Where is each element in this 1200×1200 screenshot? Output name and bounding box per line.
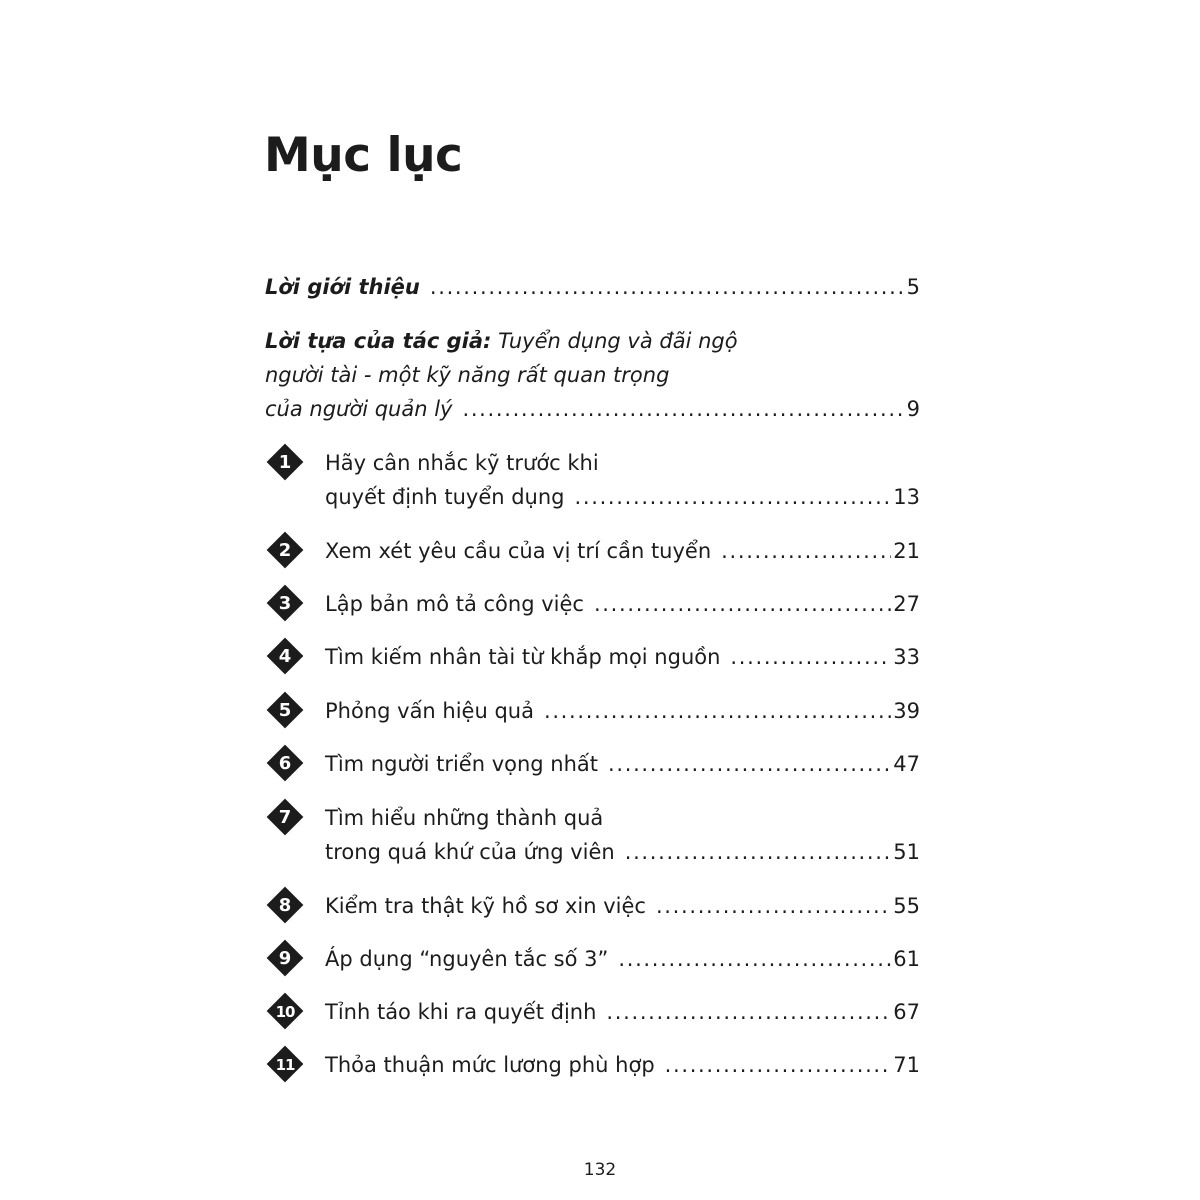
- toc-entry-label: người tài - một kỹ năng rất quan trọng: [265, 363, 670, 387]
- toc-entry-line: [265, 942, 920, 976]
- toc-chapter-9[interactable]: [265, 942, 920, 976]
- chapter-number: 11: [275, 1056, 295, 1074]
- toc-entry-label: của người quản lý: [265, 397, 453, 421]
- toc-page-number: 27: [893, 592, 920, 616]
- chapter-number-badge: [265, 446, 307, 480]
- toc-entry-line: [265, 358, 920, 392]
- chapter-number-badge: [265, 942, 307, 976]
- chapter-number-badge: [265, 889, 307, 923]
- chapter-number: 8: [278, 895, 292, 916]
- toc-entry-line: [265, 480, 920, 514]
- toc-chapter-7[interactable]: [265, 801, 920, 869]
- page-title: Mục lục: [264, 128, 463, 183]
- chapter-number: 1: [278, 452, 292, 473]
- dot-leader: [462, 392, 904, 426]
- toc-entry-label-bold: Lời tựa của tác giả:: [265, 329, 492, 353]
- toc-entry-label: Tìm người triển vọng nhất: [325, 752, 599, 776]
- toc-chapter-1[interactable]: [265, 446, 920, 514]
- toc-entry-line: [265, 889, 920, 923]
- dot-leader: [656, 889, 891, 923]
- dot-leader: [606, 995, 891, 1029]
- toc-entry-line: [265, 1048, 920, 1082]
- chapter-number: 4: [278, 646, 292, 667]
- dot-leader: [608, 747, 891, 781]
- dot-leader: [618, 942, 891, 976]
- toc-entry-label: Phỏng vấn hiệu quả: [325, 699, 534, 723]
- toc-page-number: 33: [893, 645, 920, 669]
- toc-entry-label: Xem xét yêu cầu của vị trí cần tuyển: [325, 539, 712, 563]
- toc-entry-label: Tìm hiểu những thành quả: [325, 806, 604, 830]
- toc-page-number: 71: [893, 1053, 920, 1077]
- dot-leader: [544, 694, 891, 728]
- chapter-number: 7: [278, 807, 292, 828]
- toc-entry-line: [265, 835, 920, 869]
- toc-entry-line: [265, 694, 920, 728]
- table-of-contents: [265, 0, 920, 1200]
- toc-entry-label: Kiểm tra thật kỹ hồ sơ xin việc: [325, 894, 646, 918]
- toc-page-number: 5: [906, 275, 920, 299]
- toc-chapter-2[interactable]: [265, 534, 920, 568]
- toc-entry-line: [265, 446, 920, 480]
- chapter-number: 6: [278, 753, 292, 774]
- toc-page-number: 51: [893, 840, 920, 864]
- chapter-number-badge: [265, 694, 307, 728]
- toc-page-number: 67: [893, 1000, 920, 1024]
- chapter-number-badge: [265, 534, 307, 568]
- toc-entry-author-preface[interactable]: [265, 324, 920, 426]
- chapter-number-badge: [265, 747, 307, 781]
- toc-entry-line: [265, 587, 920, 621]
- toc-chapter-4[interactable]: [265, 640, 920, 674]
- toc-entry-label: Thỏa thuận mức lương phù hợp: [325, 1053, 655, 1077]
- toc-entry-label: trong quá khứ của ứng viên: [325, 840, 615, 864]
- dot-leader: [730, 640, 891, 674]
- toc-chapter-11[interactable]: [265, 1048, 920, 1082]
- dot-leader: [721, 534, 891, 568]
- toc-page-number: 21: [893, 539, 920, 563]
- toc-page-number: 39: [893, 699, 920, 723]
- toc-entry-label-bold: Lời giới thiệu: [265, 275, 420, 299]
- toc-entry-line: [265, 801, 920, 835]
- toc-entry-label: Tỉnh táo khi ra quyết định: [325, 1000, 597, 1024]
- toc-entry-label: Tuyển dụng và đãi ngộ: [491, 329, 738, 353]
- dot-leader: [625, 835, 892, 869]
- toc-entry-label: Tìm kiếm nhân tài từ khắp mọi nguồn: [325, 645, 721, 669]
- dot-leader: [575, 480, 892, 514]
- chapter-number: 2: [278, 540, 292, 561]
- toc-entry-introduction[interactable]: [265, 270, 920, 304]
- chapter-number: 9: [278, 948, 292, 969]
- toc-entry-line: [265, 995, 920, 1029]
- toc-page-number: 61: [893, 947, 920, 971]
- toc-entry-line: [265, 534, 920, 568]
- toc-page-number: 47: [893, 752, 920, 776]
- toc-chapter-10[interactable]: [265, 995, 920, 1029]
- toc-page-number: 13: [893, 485, 920, 509]
- chapter-number-badge: [265, 587, 307, 621]
- chapter-number-badge: [265, 640, 307, 674]
- toc-entry-label: Áp dụng “nguyên tắc số 3”: [325, 947, 609, 971]
- toc-entry-label: Lập bản mô tả công việc: [325, 592, 584, 616]
- chapter-number: 3: [278, 593, 292, 614]
- page-number-footer: 132: [583, 1160, 617, 1180]
- chapter-number: 10: [275, 1003, 295, 1021]
- toc-entry-line: [265, 392, 920, 426]
- toc-chapter-6[interactable]: [265, 747, 920, 781]
- toc-page-number: 9: [906, 397, 920, 421]
- toc-entry-line: [265, 747, 920, 781]
- dot-leader: [594, 587, 891, 621]
- toc-entry-line: [265, 324, 920, 358]
- toc-entry-label: Hãy cân nhắc kỹ trước khi: [325, 451, 599, 475]
- dot-leader: [665, 1048, 892, 1082]
- toc-entry-line: [265, 640, 920, 674]
- chapter-number: 5: [278, 700, 292, 721]
- toc-chapter-5[interactable]: [265, 694, 920, 728]
- chapter-number-badge: [265, 995, 307, 1029]
- toc-chapter-3[interactable]: [265, 587, 920, 621]
- toc-entry-label: quyết định tuyển dụng: [325, 485, 565, 509]
- chapter-number-badge: [265, 1048, 307, 1082]
- dot-leader: [430, 270, 905, 304]
- toc-entry-line: [265, 270, 920, 304]
- toc-page-number: 55: [893, 894, 920, 918]
- toc-chapter-8[interactable]: [265, 889, 920, 923]
- chapter-number-badge: [265, 801, 307, 835]
